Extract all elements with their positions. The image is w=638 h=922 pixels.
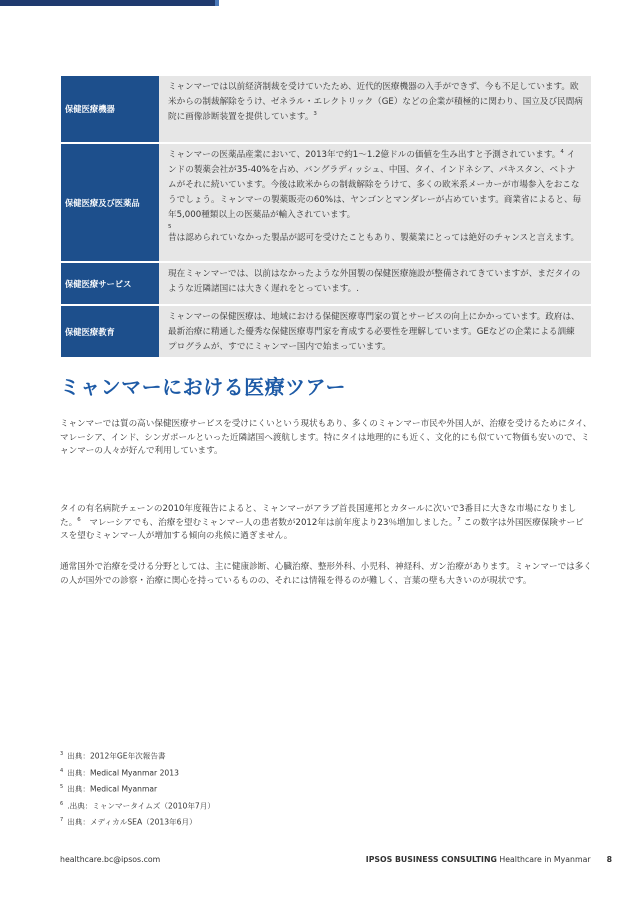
footnote-text: 出典：メディカルSEA（2013年6月） [67, 817, 197, 827]
healthcare-sector-table [61, 76, 591, 359]
footnote-number: 7 [60, 817, 64, 824]
brand-name: IPSOS BUSINESS CONSULTING [365, 855, 497, 864]
row-content [159, 263, 591, 304]
footnote-number: 5 [60, 784, 64, 791]
section-heading: ミャンマーにおける医療ツアー [60, 375, 346, 399]
footnote-text: 出典：2012年GE年次報告書 [67, 751, 166, 761]
footnote [60, 780, 360, 797]
footnote [60, 747, 360, 764]
page-footer [60, 855, 612, 867]
body-paragraph: ミャンマーでは質の高い保健医療サービスを受けにくいという現状もあり、多くのミャンマー市民や外国人が、治療を受けるためにタイ、マレーシア、インド、シンガポールといった近隣諸国へ渡航します。特にタイは地理的にも近く、文化的にも似ていて物価も安いので、ミャンマーの人々が好んで利用しています。 [60, 419, 592, 456]
row-text: ミャンマーでは以前経済制裁を受けていたため、近代的医療機器の入手ができず、今も不足しています。欧米からの制裁解除をうけ、ゼネラル・エレクトリック（GE）などの企業が積極的に関わり、国立及び民間病院に画像診断装置を提供しています。 [168, 82, 583, 122]
footnote-ref: 7 [457, 516, 461, 523]
footnote-text: .出典：ミャンマータイムズ（2010年7月） [67, 801, 215, 811]
footer-right [366, 855, 612, 864]
footnote-ref: 6 [77, 516, 81, 523]
footnote [60, 813, 360, 830]
footnote-ref: 3 [313, 111, 317, 118]
table-row [61, 76, 591, 144]
footnote-text: 出典：Medical Myanmar 2013 [67, 768, 179, 778]
paragraph-text: マレーシアでも、治療を望むミャンマー人の患者数が2012年は前年度より23％増加しました。 [89, 517, 458, 528]
footnote-ref: 5 [168, 224, 172, 230]
paragraph-text: タイの有名病院チェーンの2010年度報告によると、ミャンマーがアラブ首長国連邦とカタールに次いで3番目に大きな市場になりました。 [60, 504, 577, 528]
body-paragraph [60, 503, 592, 544]
footnote [60, 797, 360, 814]
row-label: 保健医療及び医薬品 [61, 144, 159, 261]
row-text: 現在ミャンマーでは、以前はなかったような外国製の保健医療施設が整備されてきていますが、まだタイのような近隣諸国には大きく遅れをとっています。. [168, 269, 581, 294]
footnote-number: 3 [60, 751, 64, 757]
table-row [61, 306, 591, 359]
row-text: ミャンマーの保健医療は、地域における保健医療専門家の質とサービスの向上にかかっています。政府は、最新治療に精通した優秀な保健医療専門家を育成する必要性を理解しています。GEなどの企業による訓練プログラムが、すでにミャンマー国内で始まっています。 [168, 312, 580, 352]
table-row [61, 263, 591, 306]
footnote [60, 764, 360, 781]
top-accent-bar-dark [0, 0, 215, 6]
report-title: Healthcare in Myanmar [499, 855, 591, 864]
footnotes [60, 747, 360, 830]
footnote-number: 6 [60, 800, 64, 807]
footnote-text: 出典：Medical Myanmar [67, 784, 158, 794]
top-accent-bar-light [215, 0, 219, 6]
page-number: 8 [606, 855, 612, 864]
row-label: 保健医療機器 [61, 76, 159, 142]
top-accent-bar [0, 0, 638, 6]
body-paragraph: 通常国外で治療を受ける分野としては、主に健康診断、心臓治療、整形外科、小児科、神経科、ガン治療があります。ミャンマーでは多くの人が国外での診察・治療に関心を持っているものの、それには情報を得るのが難しく、言葉の壁も大きいのが現状です。 [60, 562, 592, 586]
row-content [159, 76, 591, 142]
row-content [159, 306, 591, 357]
footnote-number: 4 [60, 767, 64, 774]
contact-email[interactable]: healthcare.bc@ipsos.com [60, 855, 161, 864]
row-label: 保健医療教育 [61, 306, 159, 357]
row-text: 昔は認められていなかった製品が認可を受けたこともあり、製薬業にとっては絶好のチャンスと言えます。 [168, 233, 580, 243]
paragraph-text: この数字は外国医療保険サービスを望むミャンマー人が増加する傾向の兆候に過ぎません。 [60, 517, 584, 541]
table-row [61, 144, 591, 263]
row-label: 保健医療サービス [61, 263, 159, 304]
row-text: ミャンマーの医薬品産業において、2013年で約1〜1.2億ドルの価値を生み出すと予測されています。 [168, 150, 561, 160]
row-text: インドの製薬会社が35-40%を占め、バングラディッシュ、中国、タイ、インドネシア、パキスタン、ベトナムがそれに続いています。今後は欧米からの制裁解除をうけて、多くの欧米系メーカーが市場参入をおこなうでしょう。ミャンマーの製薬販売の60%は、ヤンゴンとマンダレーが占めています。商業省によると、毎年5,000種類以上の医薬品が輸入されています。 [168, 150, 582, 220]
row-content [159, 144, 591, 261]
footnote-ref: 4 [560, 149, 564, 156]
